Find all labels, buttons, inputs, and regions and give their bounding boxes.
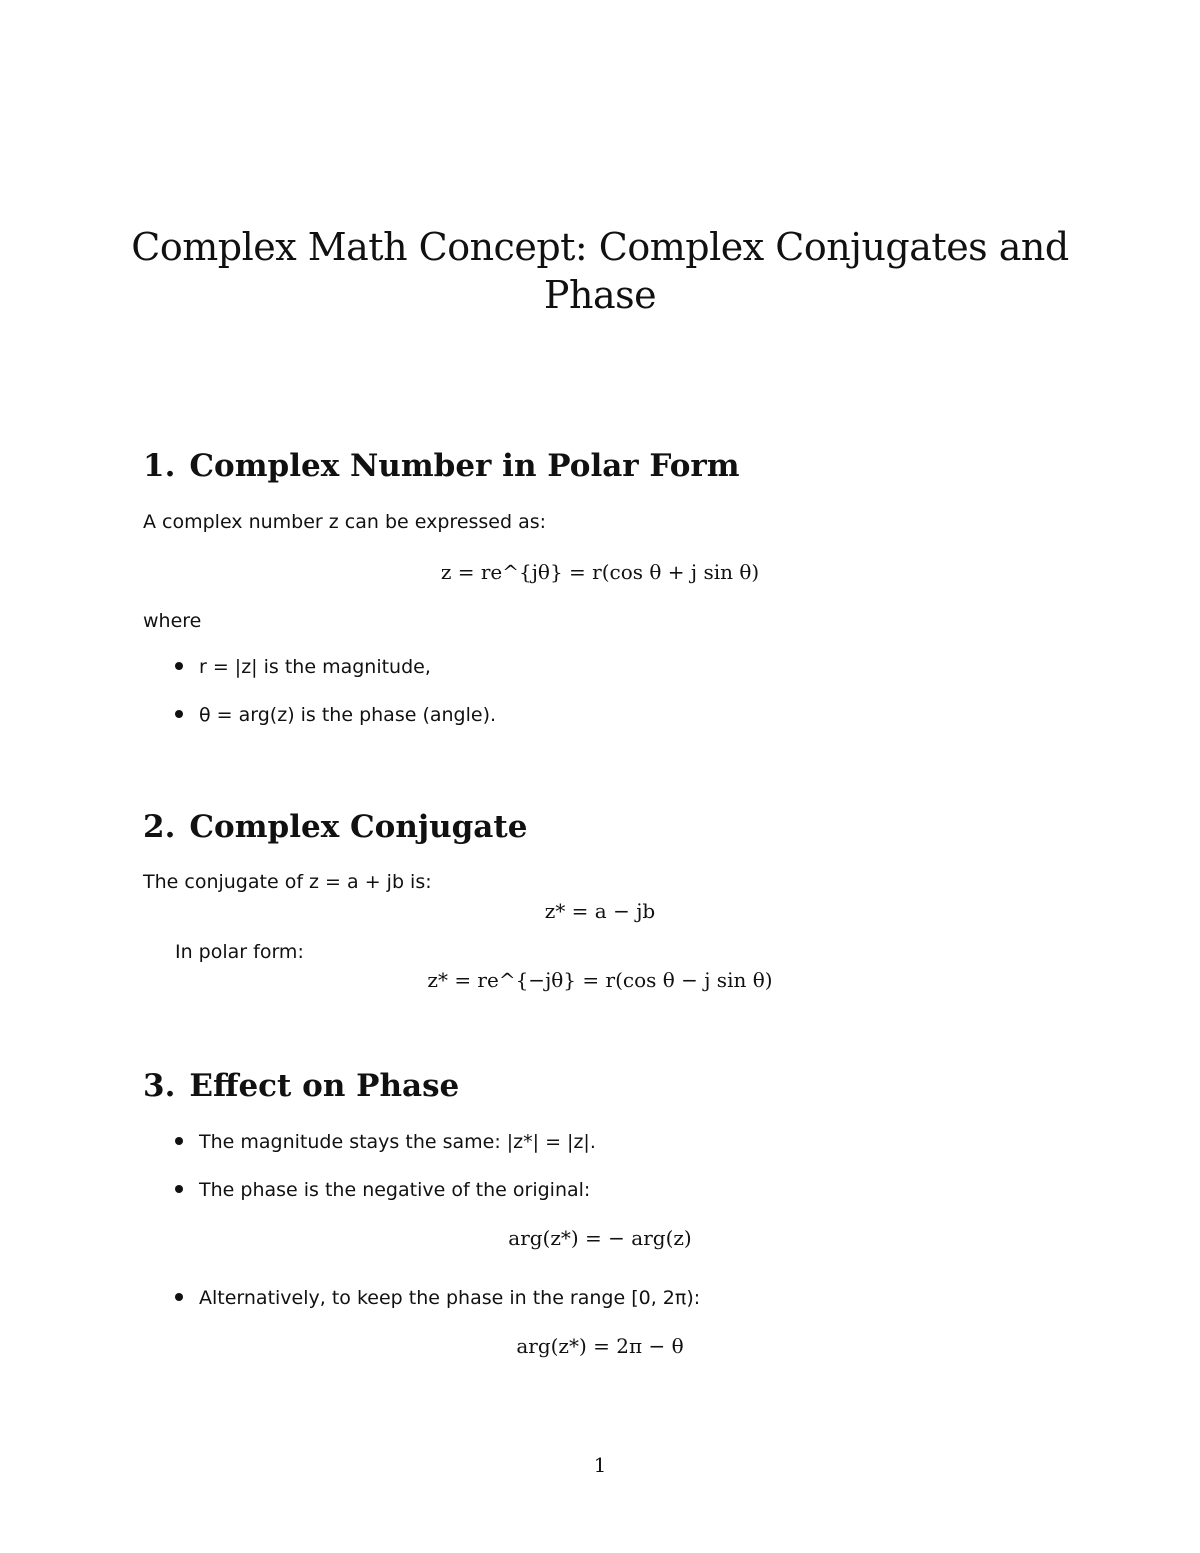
section-3-number: 3.: [143, 1068, 176, 1104]
polar-form-equation: z = re^{jθ} = r(cos θ + j sin θ): [440, 560, 760, 584]
bullet-icon: [175, 662, 183, 670]
magnitude-same-text: The magnitude stays the same: |z*| = |z|.: [199, 1131, 596, 1153]
list-item: [175, 702, 496, 728]
document-title-line-1: Complex Math Concept: Complex Conjugates and: [131, 225, 1069, 269]
where-label: where: [143, 610, 202, 632]
phase-definition: θ = arg(z) is the phase (angle).: [199, 704, 497, 726]
section-2-intro: The conjugate of z = a + jb is:: [143, 871, 432, 893]
section-1-title: Complex Number in Polar Form: [189, 448, 740, 484]
bullet-icon: [175, 1185, 183, 1193]
bullet-icon: [175, 1137, 183, 1145]
list-item: [175, 1177, 590, 1203]
alternative-range-text: Alternatively, to keep the phase in the range [0, 2π):: [199, 1287, 701, 1309]
list-item: [175, 654, 431, 680]
polar-form-label: In polar form:: [175, 941, 304, 963]
section-2-title: Complex Conjugate: [189, 809, 528, 845]
range-phase-equation: arg(z*) = 2π − θ: [516, 1334, 684, 1358]
section-3-title: Effect on Phase: [189, 1068, 460, 1104]
section-3-heading: [143, 1066, 459, 1106]
negative-phase-equation: arg(z*) = − arg(z): [508, 1226, 692, 1250]
section-1-heading: [143, 446, 740, 486]
document-title-line-2: Phase: [543, 273, 657, 317]
list-item: [175, 1285, 700, 1311]
section-1-intro: A complex number z can be expressed as:: [143, 511, 547, 533]
conjugate-polar-equation: z* = re^{−jθ} = r(cos θ − j sin θ): [427, 968, 773, 992]
section-1-number: 1.: [143, 448, 176, 484]
list-item: [175, 1129, 596, 1155]
section-2-number: 2.: [143, 809, 176, 845]
bullet-icon: [175, 1293, 183, 1301]
page-number: 1: [593, 1453, 607, 1477]
bullet-icon: [175, 710, 183, 718]
conjugate-equation: z* = a − jb: [544, 899, 656, 923]
section-2-heading: [143, 807, 527, 847]
magnitude-definition: r = |z| is the magnitude,: [199, 656, 431, 678]
phase-negative-text: The phase is the negative of the original:: [199, 1179, 591, 1201]
